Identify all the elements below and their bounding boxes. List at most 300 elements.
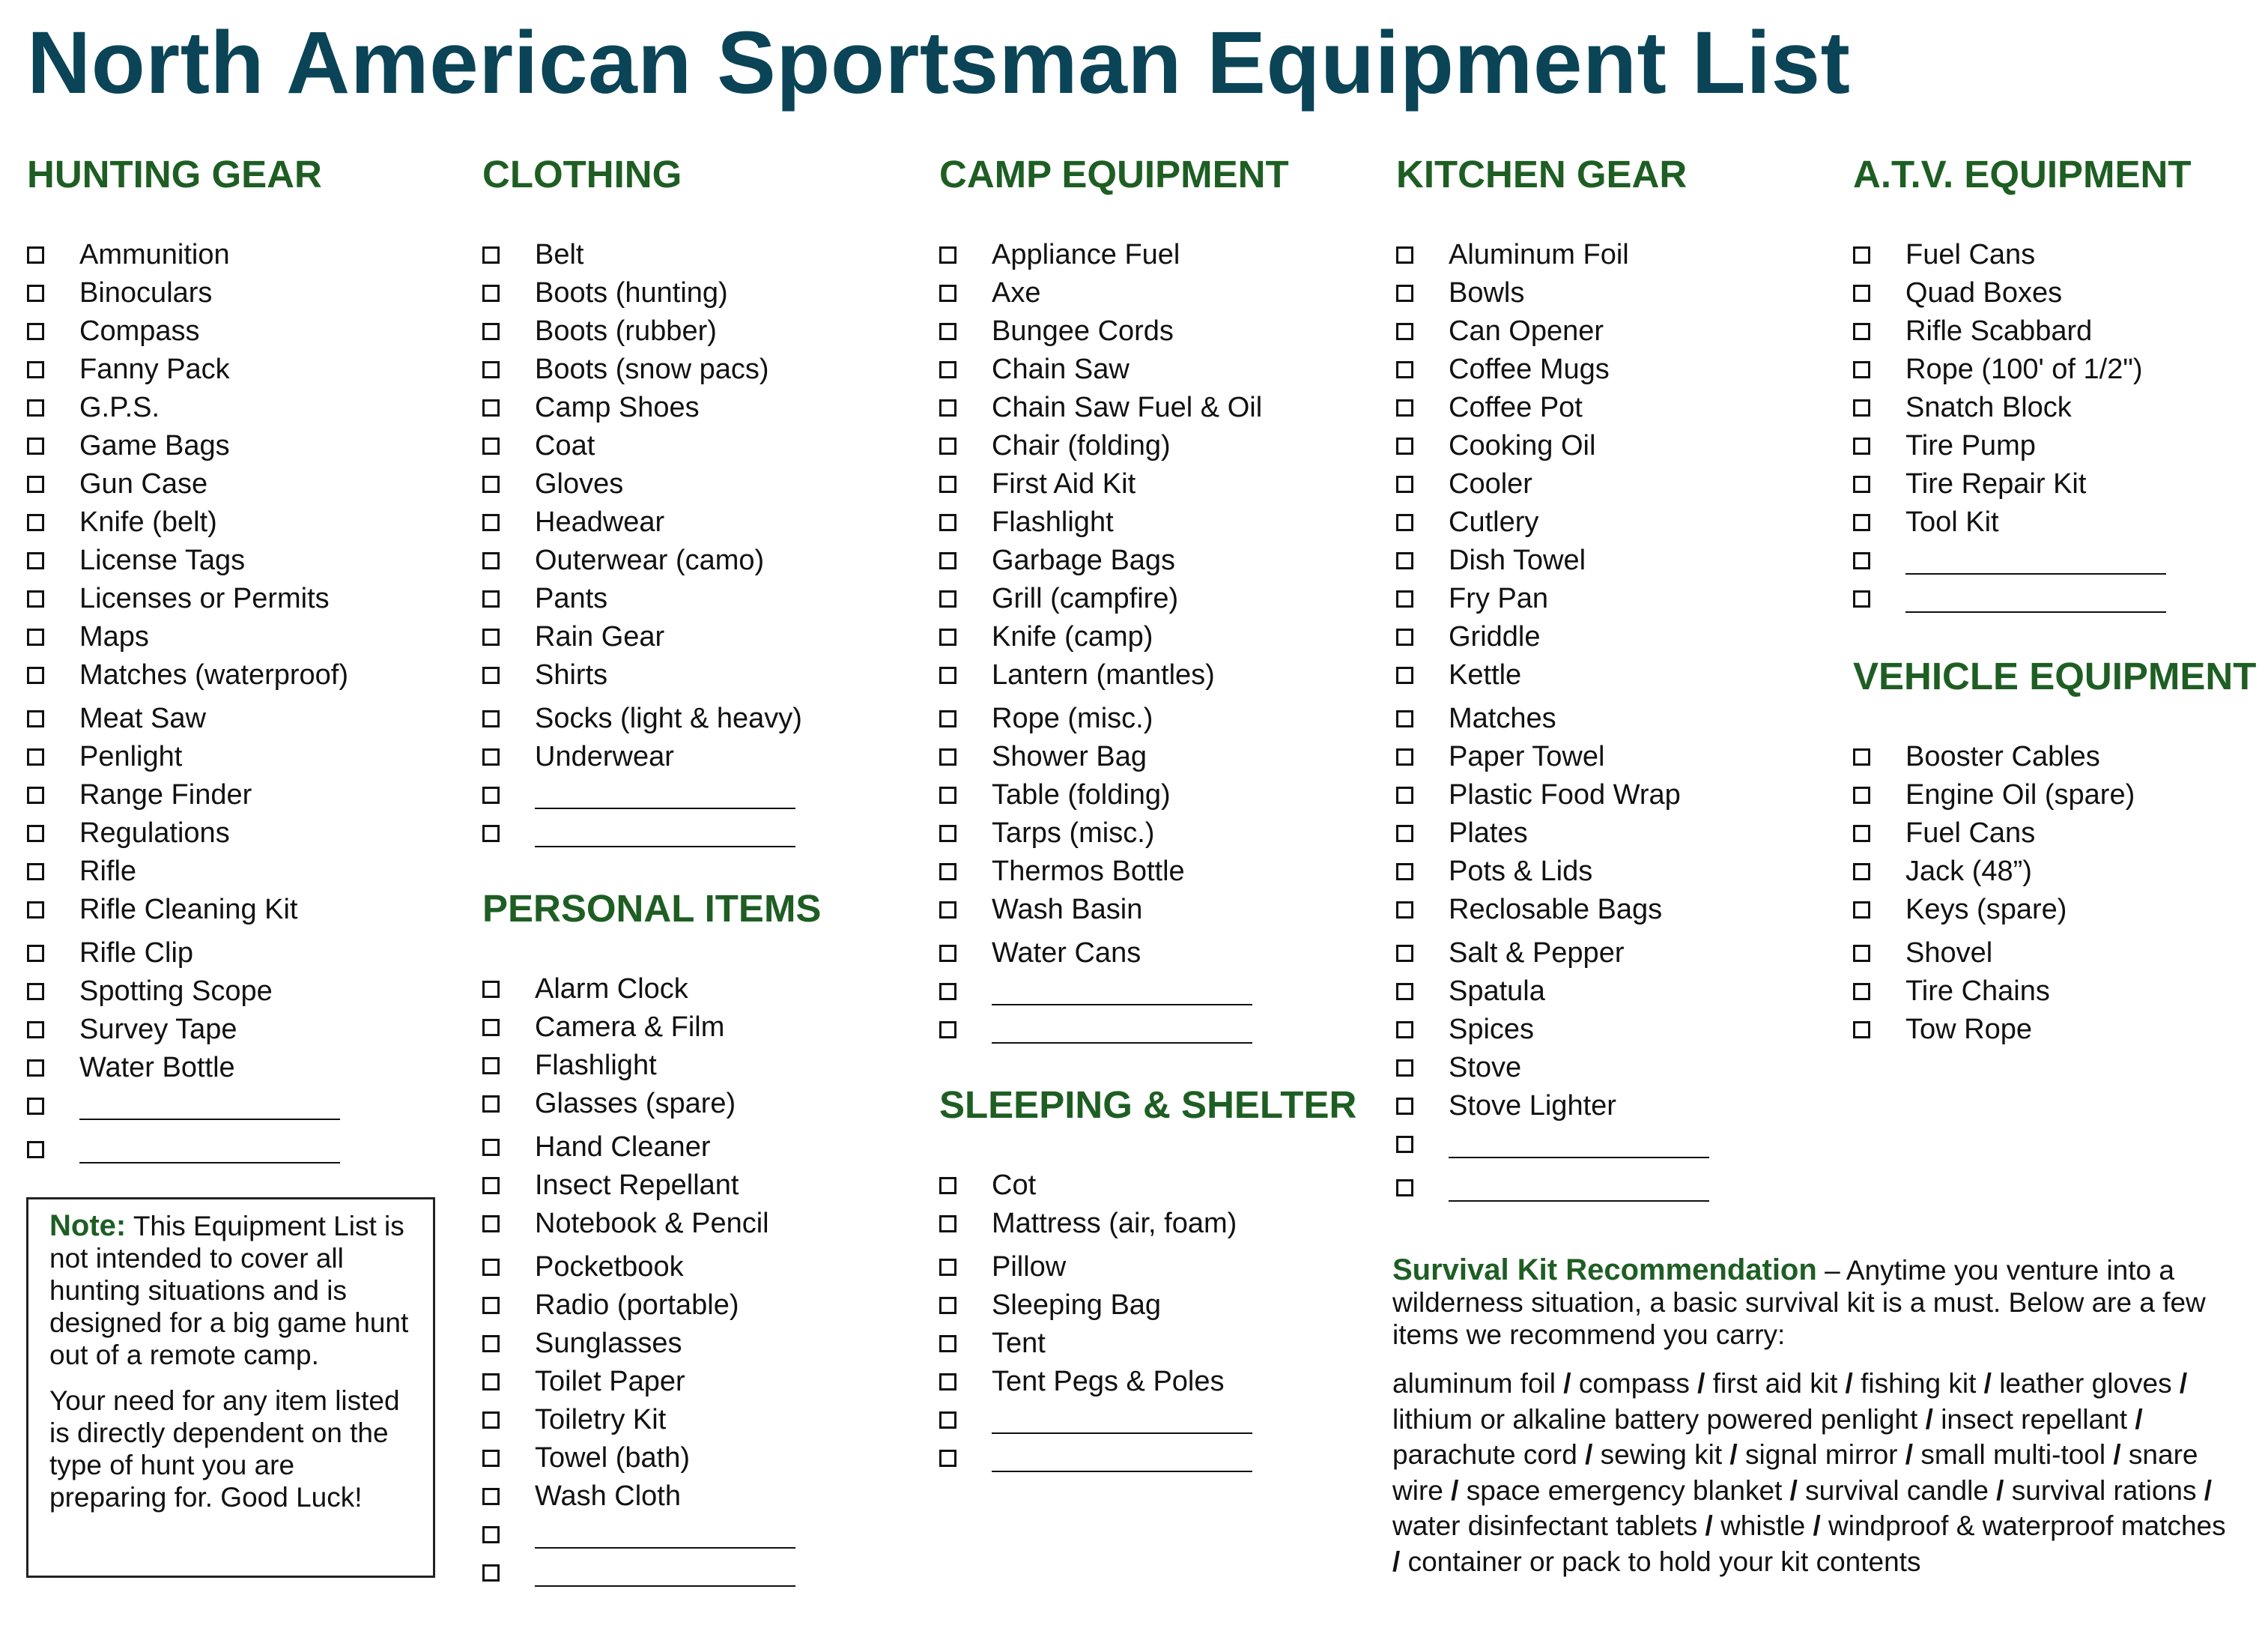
checklist-item[interactable]: [27, 618, 461, 656]
checkbox[interactable]: [27, 983, 44, 1000]
checkbox[interactable]: [1396, 748, 1413, 766]
checkbox[interactable]: [1396, 1059, 1413, 1077]
checklist-item[interactable]: [1853, 503, 2268, 542]
checklist-item[interactable]: [482, 1166, 917, 1205]
survival-item: small multi-tool: [1920, 1439, 2106, 1470]
checklist-item-label: Matches (waterproof): [79, 659, 349, 691]
checklist-item[interactable]: [482, 1439, 917, 1477]
checkbox[interactable]: [27, 1059, 44, 1077]
checklist-item[interactable]: [482, 580, 917, 618]
checklist-item[interactable]: [1853, 427, 2268, 465]
write-in-line[interactable]: [535, 1560, 795, 1587]
write-in-line[interactable]: [79, 1137, 340, 1163]
checkbox[interactable]: [482, 1259, 500, 1276]
checklist-item[interactable]: [27, 580, 461, 618]
write-in-line[interactable]: [79, 1093, 340, 1120]
checklist-item[interactable]: [27, 738, 461, 776]
checklist-item[interactable]: [939, 618, 1374, 656]
checkbox[interactable]: [939, 285, 956, 302]
checklist-item[interactable]: [27, 503, 461, 542]
checkbox[interactable]: [1853, 361, 1870, 378]
checkbox[interactable]: [1853, 748, 1870, 766]
checkbox[interactable]: [1396, 901, 1413, 919]
checkbox[interactable]: [1396, 552, 1413, 569]
checkbox[interactable]: [27, 285, 44, 302]
write-in-line[interactable]: [1449, 1131, 1709, 1158]
checkbox[interactable]: [1396, 323, 1413, 340]
checkbox[interactable]: [1853, 1021, 1870, 1038]
checklist-item[interactable]: [482, 970, 917, 1008]
checklist-item-label: Glasses (spare): [535, 1088, 736, 1119]
checklist-item-label: Engine Oil (spare): [1905, 779, 2135, 811]
checkbox[interactable]: [482, 981, 500, 998]
checkbox[interactable]: [27, 825, 44, 842]
checklist-item[interactable]: [939, 700, 1374, 738]
checkbox[interactable]: [1396, 399, 1413, 417]
checklist-item[interactable]: [1853, 972, 2268, 1011]
note-text: This Equipment List is not intended to cover all hunting situations and is designed for a big game hunt out of a remote camp.: [49, 1211, 409, 1370]
checklist-item[interactable]: [939, 853, 1374, 891]
survival-item: parachute cord: [1392, 1439, 1577, 1470]
checklist-item-label: Coat: [535, 430, 595, 462]
checklist-item[interactable]: [27, 934, 461, 972]
write-in-line[interactable]: [992, 1407, 1252, 1434]
checklist-item[interactable]: [27, 427, 461, 465]
checklist-item[interactable]: [1396, 934, 1831, 972]
checklist-item[interactable]: [1853, 312, 2268, 351]
checklist-vehicle-equipment: [1853, 738, 2268, 1049]
checkbox[interactable]: [482, 1488, 500, 1505]
write-in-line[interactable]: [1449, 1175, 1709, 1202]
checklist-item[interactable]: [27, 274, 461, 312]
checklist-item[interactable]: [939, 1205, 1374, 1243]
checklist-item[interactable]: [482, 351, 917, 389]
checkbox[interactable]: [482, 1335, 500, 1352]
checklist-item[interactable]: [27, 891, 461, 929]
survival-item: first aid kit: [1712, 1368, 1838, 1399]
checklist-item[interactable]: [1853, 465, 2268, 503]
checklist-item[interactable]: [939, 814, 1374, 853]
checklist-item[interactable]: [939, 1363, 1374, 1401]
checklist-item-label: Tent Pegs & Poles: [992, 1366, 1225, 1397]
checklist-item[interactable]: [482, 1085, 917, 1123]
checkbox[interactable]: [27, 438, 44, 455]
checkbox[interactable]: [27, 246, 44, 264]
checklist-item-label: Toiletry Kit: [535, 1404, 667, 1435]
checklist-blank-item[interactable]: [1396, 1125, 1831, 1163]
checklist-item[interactable]: [482, 1363, 917, 1401]
checkbox[interactable]: [1396, 246, 1413, 264]
checkbox[interactable]: [482, 787, 500, 804]
checklist-item[interactable]: [939, 1166, 1374, 1205]
checklist-item[interactable]: [1396, 274, 1831, 312]
checklist-blank-item[interactable]: [27, 1131, 461, 1169]
checklist-item[interactable]: [482, 1008, 917, 1047]
checkbox[interactable]: [939, 901, 956, 919]
survival-item: space emergency blanket: [1466, 1474, 1783, 1506]
checkbox[interactable]: [1396, 710, 1413, 727]
checkbox[interactable]: [482, 748, 500, 766]
checkbox[interactable]: [482, 1057, 500, 1074]
checklist-item[interactable]: [27, 700, 461, 738]
checklist-blank-item[interactable]: [1853, 580, 2268, 618]
checkbox[interactable]: [939, 246, 956, 264]
checklist-item[interactable]: [1396, 503, 1831, 542]
checkbox[interactable]: [1396, 590, 1413, 608]
checkbox[interactable]: [482, 629, 500, 646]
checkbox[interactable]: [939, 590, 956, 608]
checkbox[interactable]: [1396, 1179, 1413, 1196]
checkbox[interactable]: [939, 787, 956, 804]
checkbox[interactable]: [482, 667, 500, 684]
checkbox[interactable]: [482, 1139, 500, 1156]
checklist-item[interactable]: [1396, 1011, 1831, 1049]
checkbox[interactable]: [1396, 1098, 1413, 1115]
checklist-item[interactable]: [482, 1477, 917, 1516]
checklist-item[interactable]: [1853, 934, 2268, 972]
checkbox[interactable]: [939, 399, 956, 417]
checkbox[interactable]: [27, 1141, 44, 1158]
checklist-item[interactable]: [1396, 738, 1831, 776]
checkbox[interactable]: [939, 945, 956, 962]
checkbox[interactable]: [1853, 787, 1870, 804]
checkbox[interactable]: [939, 1215, 956, 1232]
checkbox[interactable]: [939, 438, 956, 455]
checklist-item[interactable]: [482, 656, 917, 695]
survival-item: compass: [1578, 1368, 1690, 1399]
write-in-line[interactable]: [535, 782, 795, 809]
checkbox[interactable]: [482, 246, 500, 264]
checkbox[interactable]: [482, 825, 500, 842]
checklist-item[interactable]: [939, 389, 1374, 427]
checklist-item-label: Survey Tape: [79, 1014, 237, 1045]
checkbox[interactable]: [1396, 476, 1413, 493]
checkbox[interactable]: [482, 1411, 500, 1429]
checkbox[interactable]: [27, 1021, 44, 1038]
checklist-item-label: Shower Bag: [992, 741, 1147, 772]
checkbox[interactable]: [27, 710, 44, 727]
checkbox[interactable]: [27, 361, 44, 378]
write-in-line[interactable]: [992, 978, 1252, 1005]
checkbox[interactable]: [939, 1297, 956, 1314]
checklist-item[interactable]: [939, 236, 1374, 274]
checklist-item[interactable]: [1396, 312, 1831, 351]
checklist-item[interactable]: [1396, 580, 1831, 618]
checklist-item[interactable]: [1853, 236, 2268, 274]
checklist-item[interactable]: [482, 427, 917, 465]
checkbox[interactable]: [939, 748, 956, 766]
checkbox[interactable]: [1853, 945, 1870, 962]
section-heading-atv-equipment: A.T.V. EQUIPMENT: [1853, 153, 2192, 196]
checkbox[interactable]: [939, 1021, 956, 1038]
checklist-item[interactable]: [1853, 776, 2268, 814]
checkbox[interactable]: [482, 323, 500, 340]
checklist-item-label: Fry Pan: [1449, 583, 1549, 614]
checkbox[interactable]: [1396, 514, 1413, 531]
checklist-item[interactable]: [1396, 700, 1831, 738]
checkbox[interactable]: [1853, 514, 1870, 531]
write-in-line[interactable]: [1905, 548, 2166, 575]
checklist-item[interactable]: [482, 236, 917, 274]
checklist-item-label: Tire Pump: [1905, 430, 2036, 462]
checklist-blank-item[interactable]: [482, 1554, 917, 1592]
checkbox[interactable]: [27, 863, 44, 880]
checklist-item[interactable]: [1396, 465, 1831, 503]
checklist-item-label: Tow Rope: [1905, 1014, 2032, 1045]
checklist-item[interactable]: [939, 656, 1374, 695]
checkbox[interactable]: [939, 710, 956, 727]
checklist-item[interactable]: [939, 465, 1374, 503]
checkbox[interactable]: [27, 787, 44, 804]
checkbox[interactable]: [1853, 438, 1870, 455]
checklist-item[interactable]: [27, 972, 461, 1011]
checklist-item[interactable]: [1396, 891, 1831, 929]
checklist-item[interactable]: [482, 1205, 917, 1243]
checklist-item[interactable]: [482, 1047, 917, 1085]
checklist-item[interactable]: [1853, 274, 2268, 312]
checkbox[interactable]: [939, 1373, 956, 1391]
checklist-item[interactable]: [1853, 351, 2268, 389]
checkbox[interactable]: [27, 901, 44, 919]
checkbox[interactable]: [1396, 1021, 1413, 1038]
checkbox[interactable]: [1396, 945, 1413, 962]
checklist-item[interactable]: [27, 853, 461, 891]
write-in-line[interactable]: [1905, 586, 2166, 613]
checklist-item[interactable]: [939, 934, 1374, 972]
checkbox[interactable]: [482, 1095, 500, 1113]
checklist-item[interactable]: [1853, 738, 2268, 776]
checkbox[interactable]: [482, 590, 500, 608]
checklist-item[interactable]: [939, 891, 1374, 929]
checkbox[interactable]: [482, 438, 500, 455]
checklist-item[interactable]: [1396, 1049, 1831, 1087]
checklist-item[interactable]: [939, 351, 1374, 389]
item-separator: /: [1897, 1439, 1921, 1470]
checklist-item[interactable]: [939, 776, 1374, 814]
checklist-item[interactable]: [482, 1401, 917, 1439]
checklist-item[interactable]: [482, 389, 917, 427]
checkbox[interactable]: [482, 1564, 500, 1582]
checklist-item[interactable]: [939, 580, 1374, 618]
checkbox[interactable]: [482, 1450, 500, 1467]
checkbox[interactable]: [1396, 285, 1413, 302]
checkbox[interactable]: [1853, 901, 1870, 919]
checkbox[interactable]: [1396, 983, 1413, 1000]
checkbox[interactable]: [482, 514, 500, 531]
checklist-item[interactable]: [1396, 427, 1831, 465]
survival-item-list: [1392, 1366, 2231, 1579]
checkbox[interactable]: [1396, 1136, 1413, 1153]
checklist-item-label: Sleeping Bag: [992, 1289, 1162, 1321]
checklist-item[interactable]: [482, 1286, 917, 1325]
write-in-line[interactable]: [992, 1445, 1252, 1472]
checkbox[interactable]: [1853, 246, 1870, 264]
checkbox[interactable]: [482, 476, 500, 493]
checklist-item[interactable]: [1396, 351, 1831, 389]
checklist-blank-item[interactable]: [482, 1516, 917, 1554]
checkbox[interactable]: [939, 1411, 956, 1429]
checklist-item[interactable]: [1396, 236, 1831, 274]
checkbox[interactable]: [1853, 323, 1870, 340]
checkbox[interactable]: [1396, 629, 1413, 646]
checklist-item[interactable]: [1396, 542, 1831, 580]
checklist-item[interactable]: [482, 1128, 917, 1166]
checklist-item[interactable]: [1396, 656, 1831, 695]
checkbox[interactable]: [482, 552, 500, 569]
checklist-item[interactable]: [482, 465, 917, 503]
checklist-item[interactable]: [482, 312, 917, 351]
checklist-blank-item[interactable]: [939, 1439, 1374, 1477]
checkbox[interactable]: [939, 514, 956, 531]
checklist-item[interactable]: [939, 1325, 1374, 1363]
checkbox[interactable]: [482, 1177, 500, 1194]
checklist-item[interactable]: [482, 274, 917, 312]
checkbox[interactable]: [1396, 361, 1413, 378]
checklist-item[interactable]: [1396, 618, 1831, 656]
checklist-item-label: Hand Cleaner: [535, 1131, 711, 1163]
checklist-item[interactable]: [27, 1011, 461, 1049]
checkbox[interactable]: [939, 863, 956, 880]
checkbox[interactable]: [27, 1098, 44, 1115]
checklist-item[interactable]: [482, 542, 917, 580]
checklist-item[interactable]: [939, 542, 1374, 580]
checklist-blank-item[interactable]: [482, 814, 917, 853]
checklist-item[interactable]: [939, 503, 1374, 542]
checkbox[interactable]: [27, 748, 44, 766]
checklist-item[interactable]: [1396, 972, 1831, 1011]
checkbox[interactable]: [939, 667, 956, 684]
checklist-item[interactable]: [27, 542, 461, 580]
checklist-blank-item[interactable]: [1396, 1169, 1831, 1207]
checkbox[interactable]: [27, 629, 44, 646]
checkbox[interactable]: [939, 323, 956, 340]
checkbox[interactable]: [1853, 863, 1870, 880]
checklist-item[interactable]: [1396, 1087, 1831, 1125]
checkbox[interactable]: [939, 361, 956, 378]
checklist-item[interactable]: [1396, 853, 1831, 891]
checklist-item[interactable]: [939, 738, 1374, 776]
checklist-item[interactable]: [27, 312, 461, 351]
checkbox[interactable]: [939, 476, 956, 493]
checklist-item[interactable]: [482, 700, 917, 738]
checklist-item[interactable]: [1853, 814, 2268, 853]
checklist-item[interactable]: [939, 1286, 1374, 1325]
checkbox[interactable]: [482, 710, 500, 727]
checkbox[interactable]: [1853, 825, 1870, 842]
checklist-item[interactable]: [27, 465, 461, 503]
checklist-item-label: Boots (hunting): [535, 277, 728, 309]
checkbox[interactable]: [1853, 476, 1870, 493]
checklist-item-label: Camera & Film: [535, 1011, 725, 1043]
checklist-blank-item[interactable]: [939, 1011, 1374, 1049]
checklist-blank-item[interactable]: [939, 1401, 1374, 1439]
checkbox[interactable]: [27, 590, 44, 608]
checklist-blank-item[interactable]: [939, 972, 1374, 1011]
write-in-line[interactable]: [535, 820, 795, 847]
checkbox[interactable]: [27, 476, 44, 493]
checkbox[interactable]: [939, 629, 956, 646]
checklist-item[interactable]: [27, 1049, 461, 1087]
checklist-item[interactable]: [482, 503, 917, 542]
checklist-item[interactable]: [27, 656, 461, 695]
checkbox[interactable]: [1396, 825, 1413, 842]
checkbox[interactable]: [27, 552, 44, 569]
checklist-item[interactable]: [27, 351, 461, 389]
checkbox[interactable]: [939, 1259, 956, 1276]
checklist-item[interactable]: [482, 1248, 917, 1286]
checkbox[interactable]: [27, 323, 44, 340]
checklist-item[interactable]: [482, 618, 917, 656]
write-in-line[interactable]: [992, 1017, 1252, 1044]
checkbox[interactable]: [1853, 983, 1870, 1000]
checkbox[interactable]: [482, 1373, 500, 1391]
checkbox[interactable]: [1853, 399, 1870, 417]
checkbox[interactable]: [482, 285, 500, 302]
checklist-blank-item[interactable]: [482, 776, 917, 814]
checkbox[interactable]: [27, 945, 44, 962]
checklist-item-label: Boots (snow pacs): [535, 354, 769, 385]
checklist-item[interactable]: [939, 1248, 1374, 1286]
checkbox[interactable]: [1396, 787, 1413, 804]
checklist-item-label: Boots (rubber): [535, 315, 717, 347]
checklist-item-label: Radio (portable): [535, 1289, 739, 1321]
checklist-item[interactable]: [1396, 776, 1831, 814]
checkbox[interactable]: [1853, 590, 1870, 608]
checkbox[interactable]: [1396, 438, 1413, 455]
checklist-item[interactable]: [1396, 814, 1831, 853]
checkbox[interactable]: [482, 1215, 500, 1232]
checklist-blank-item[interactable]: [27, 1087, 461, 1125]
write-in-line[interactable]: [535, 1522, 795, 1549]
checklist-item[interactable]: [27, 236, 461, 274]
checkbox[interactable]: [1396, 863, 1413, 880]
checkbox[interactable]: [1853, 285, 1870, 302]
checkbox[interactable]: [939, 983, 956, 1000]
checklist-item[interactable]: [939, 312, 1374, 351]
checklist-item[interactable]: [1853, 853, 2268, 891]
checkbox[interactable]: [482, 1297, 500, 1314]
checkbox[interactable]: [939, 552, 956, 569]
checklist-item[interactable]: [1853, 1011, 2268, 1049]
checklist-item-label: Gun Case: [79, 468, 208, 500]
checkbox[interactable]: [1396, 667, 1413, 684]
checkbox[interactable]: [482, 1019, 500, 1036]
checkbox[interactable]: [939, 825, 956, 842]
checklist-item[interactable]: [482, 738, 917, 776]
checkbox[interactable]: [482, 399, 500, 417]
checklist-item[interactable]: [27, 814, 461, 853]
checklist-blank-item[interactable]: [1853, 542, 2268, 580]
checklist-item[interactable]: [1853, 891, 2268, 929]
checkbox[interactable]: [939, 1450, 956, 1467]
checklist-item[interactable]: [939, 427, 1374, 465]
checklist-item-label: Range Finder: [79, 779, 252, 811]
checklist-item[interactable]: [939, 274, 1374, 312]
checklist-item[interactable]: [482, 1325, 917, 1363]
checkbox[interactable]: [482, 361, 500, 378]
checklist-item[interactable]: [27, 389, 461, 427]
checkbox[interactable]: [27, 514, 44, 531]
checkbox[interactable]: [27, 667, 44, 684]
checklist-item[interactable]: [27, 776, 461, 814]
checkbox[interactable]: [27, 399, 44, 417]
checkbox[interactable]: [939, 1177, 956, 1194]
checkbox[interactable]: [482, 1526, 500, 1543]
checklist-item[interactable]: [1853, 389, 2268, 427]
checkbox[interactable]: [939, 1335, 956, 1352]
checkbox[interactable]: [1853, 552, 1870, 569]
checklist-item[interactable]: [1396, 389, 1831, 427]
